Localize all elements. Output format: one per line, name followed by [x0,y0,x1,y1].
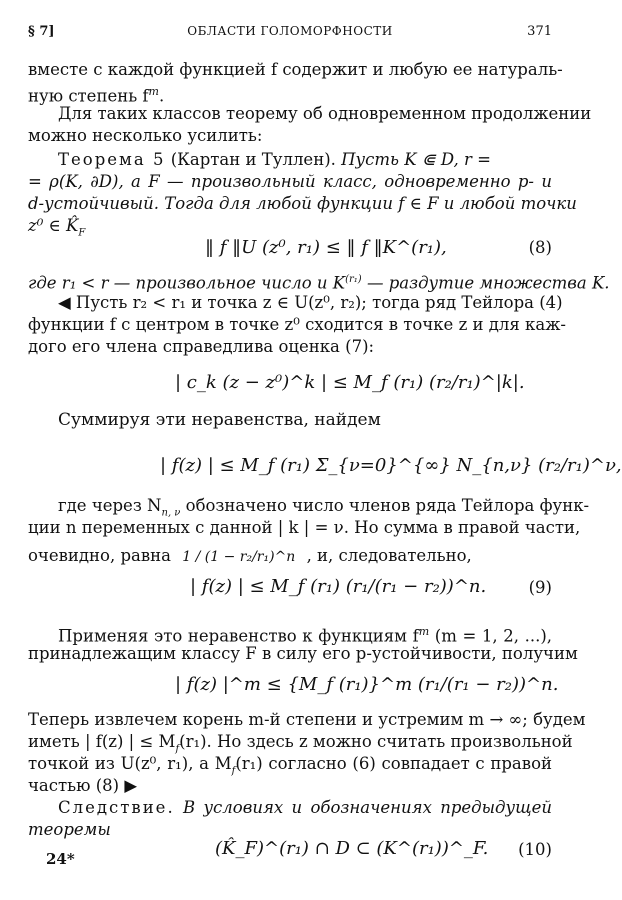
text-line-4: можно несколько усилить: [28,126,263,145]
theorem-line-5: где r₁ < r — произвольное число и $K^{(r_1)}$ — раздутие множества K. [28,273,610,293]
equation-sum: | f(z) | ≤ M_f (r₁) Σ_{ν=0}^{∞} N_{n,ν} (r₂/r₁)^ν, [160,455,622,476]
theorem-line-4: z⁰ ∈ $K̂_F$ [28,216,86,239]
text-line-19: очевидно, равна 1 / (1 − r₂/r₁)^n , и, следовательно, [28,546,472,565]
equation-8-number: (8) [528,238,552,257]
theorem-line-3: d-устойчивый. Тогда для любой функции f ∈ F и любой точки [28,194,577,213]
text-line-2: ную степень $f^m$. [28,85,165,106]
running-header [28,24,552,44]
text-line-17: где через $N_{n, \nu}$ обозначено число членов ряда Тейлора функ- [58,496,590,519]
proof-line-2: функции f с центром в точке z⁰ сходится в точке z и для каж- [28,315,566,334]
proof-line-3: дого его члена справедлива оценка (7): [28,337,375,356]
text-line-26: точкой из U(z⁰, r₁), а $M_f(r_1)$ согласно (6) совпадает с правой [28,754,552,777]
signature-mark: 24* [46,850,75,868]
page-number: 371 [527,24,552,39]
equation-10: (K̂_F)^(r₁) ∩ D ⊂ (K^(r₁))^_F. [215,838,489,859]
text-line-sum: Суммируя эти неравенства, найдем [58,410,381,430]
proof-line-1: ◀ Пусть r₂ < r₁ и точка z ∈ U(z⁰, r₂); тогда ряд Тейлора (4) [58,293,563,312]
equation-9-number: (9) [528,578,552,597]
text-line-1: вместе с каждой функцией f содержит и любую ее натураль- [28,60,563,79]
equation-coefficient-estimate: | c_k (z − z⁰)^k | ≤ M_f (r₁) (r₂/r₁)^|k|. [175,372,525,393]
text-line-18: ции n переменных с данной | k | = ν. Но сумма в правой части, [28,518,581,537]
equation-8: ‖ f ‖U (z⁰, r₁) ≤ ‖ f ‖K^(r₁), [205,237,447,258]
equation-m-power: | f(z) |^m ≤ {M_f (r₁)}^m (r₁/(r₁ − r₂))^n. [175,674,559,695]
section-marker: § 7] [28,24,55,39]
running-title: ОБЛАСТИ ГОЛОМОРФНОСТИ [187,24,393,38]
theorem-heading-line: Теорема 5 (Картан и Туллен). Пусть K ⋐ D, r = [58,150,491,169]
text-line-22: принадлежащим классу F в силу его p-устойчивости, получим [28,644,578,663]
text-line-25: иметь | f(z) | ≤ $M_f(r_1)$. Но здесь z можно считать произвольной [28,732,573,755]
corollary-line-2: теоремы [28,820,111,839]
equation-9: | f(z) | ≤ M_f (r₁) (r₁/(r₁ − r₂))^n. [190,576,487,597]
equation-10-number: (10) [518,840,552,859]
corollary-heading-line: Следствие. В условиях и обозначениях предыдущей [58,798,552,817]
text-line-24: Теперь извлечем корень m-й степени и устремим m → ∞; будем [28,710,586,729]
theorem-label: Теорема 5 [58,150,166,169]
corollary-label: Следствие. [58,798,175,817]
text-line-21: Применяя это неравенство к функциям $f^m$ (m = 1, 2, ...), [58,625,552,646]
fraction-sum-value: 1 / (1 − r₂/r₁)^n [182,548,296,565]
text-line-27: частью (8) ▶ [28,776,138,795]
text-line-3: Для таких классов теорему об одновременном продолжении [58,104,592,123]
theorem-line-2: = ρ(K, ∂D), а F — произвольный класс, одновременно p- и [28,172,552,191]
